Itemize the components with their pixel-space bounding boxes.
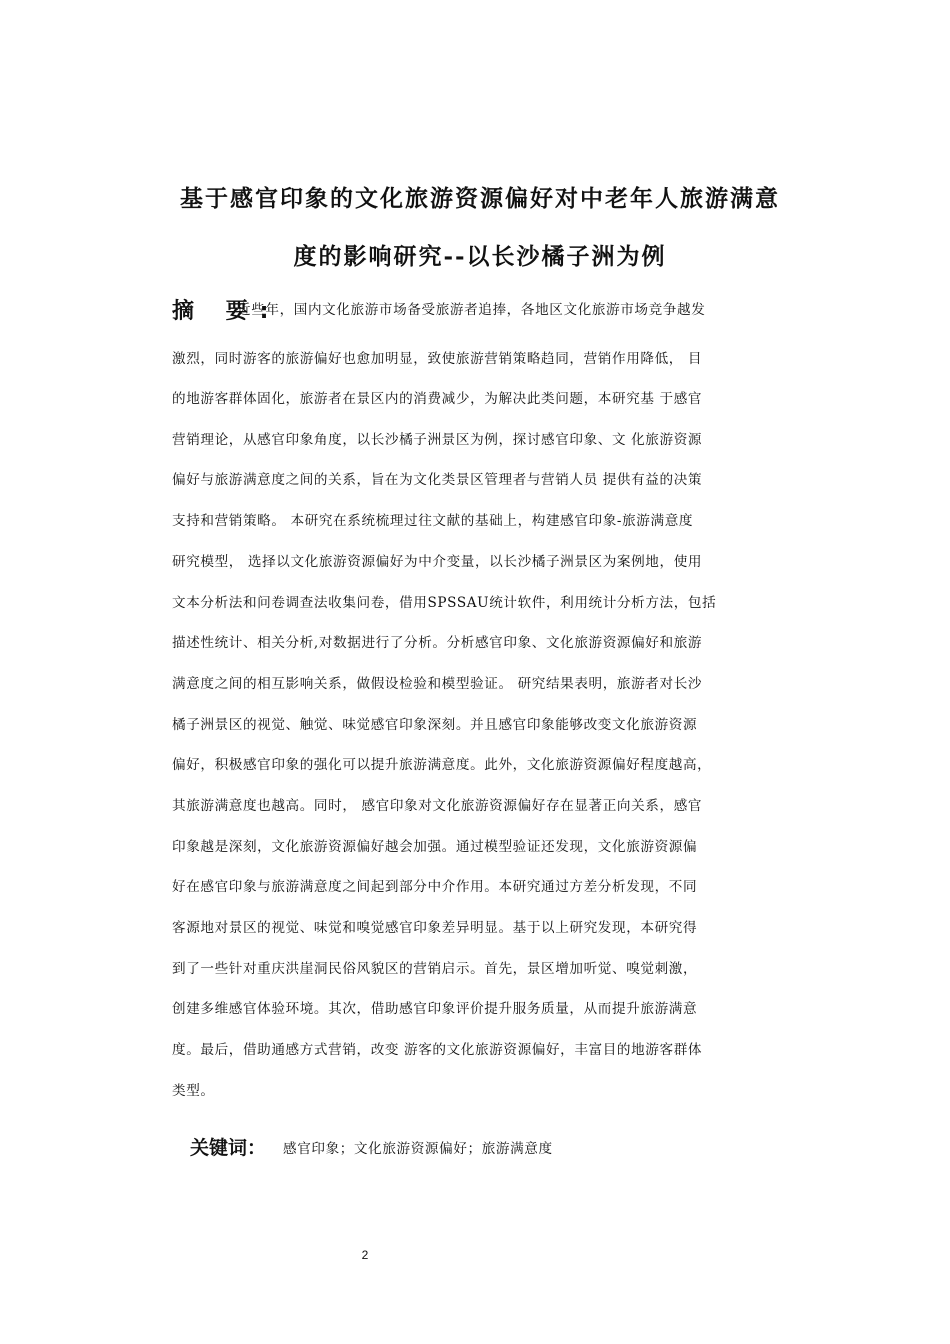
abstract-line: 印象越是深刻，文化旅游资源偏好越会加强。通过模型验证还发现，文化旅游资源偏 [172, 839, 698, 855]
abstract-line: 客源地对景区的视觉、味觉和嗅觉感官印象差异明显。基于以上研究发现，本研究得 [172, 920, 698, 936]
abstract-label: 摘 要: [172, 299, 281, 324]
abstract-line: 的地游客群体固化，旅游者在景区内的消费减少，为解决此类问题，本研究基 于感官 [172, 391, 703, 407]
title-line-2: 度的影响研究--以长沙橘子洲为例 [293, 243, 667, 270]
abstract-line: 文本分析法和问卷调查法收集问卷，借用SPSSAU统计软件，利用统计分析方法，包括 [172, 595, 717, 611]
abstract-line: 其旅游满意度也越高。同时， 感官印象对文化旅游资源偏好存在显著正向关系，感官 [172, 798, 703, 814]
abstract-line: 偏好与旅游满意度之间的关系，旨在为文化类景区管理者与营销人员 提供有益的决策 [172, 472, 703, 488]
abstract-line: 创建多维感官体验环境。其次，借助感官印象评价提升服务质量，从而提升旅游满意 [172, 1001, 698, 1017]
abstract-line: 度。最后，借助通感方式营销，改变 游客的文化旅游资源偏好，丰富目的地游客群体 [172, 1042, 703, 1058]
abstract-line: 好在感官印象与旅游满意度之间起到部分中介作用。本研究通过方差分析发现，不同 [172, 879, 698, 895]
abstract-line: 满意度之间的相互影响关系，做假设检验和模型验证。 研究结果表明，旅游者对长沙 [172, 676, 703, 692]
abstract-line: 研究模型， 选择以文化旅游资源偏好为中介变量，以长沙橘子洲景区为案例地，使用 [172, 554, 703, 570]
abstract-line: 描述性统计、相关分析,对数据进行了分析。分析感官印象、文化旅游资源偏好和旅游 [172, 635, 703, 651]
abstract-line: 近些年，国内文化旅游市场备受旅游者追捧，各地区文化旅游市场竞争越发 [237, 302, 706, 318]
title-line-1: 基于感官印象的文化旅游资源偏好对中老年人旅游满意 [180, 185, 780, 212]
abstract-line: 类型。 [172, 1083, 215, 1099]
abstract-line: 偏好，积极感官印象的强化可以提升旅游满意度。此外，文化旅游资源偏好程度越高， [172, 757, 712, 773]
abstract-line: 激烈，同时游客的旅游偏好也愈加明显，致使旅游营销策略趋同，营销作用降低， 目 [172, 351, 703, 367]
abstract-line: 营销理论，从感官印象角度，以长沙橘子洲景区为例，探讨感官印象、文 化旅游资源 [172, 432, 703, 448]
abstract-line: 支持和营销策略。 本研究在系统梳理过往文献的基础上，构建感官印象-旅游满意度 [172, 513, 694, 529]
page-number: 2 [361, 1248, 369, 1262]
keywords-label: 关键词： [190, 1137, 267, 1159]
abstract-line: 到了一些针对重庆洪崖洞民俗风貌区的营销启示。首先，景区增加听觉、嗅觉刺激， [172, 961, 698, 977]
abstract-line: 橘子洲景区的视觉、触觉、味觉感官印象深刻。并且感官印象能够改变文化旅游资源 [172, 717, 698, 733]
keywords-text: 感官印象；文化旅游资源偏好；旅游满意度 [283, 1141, 553, 1157]
